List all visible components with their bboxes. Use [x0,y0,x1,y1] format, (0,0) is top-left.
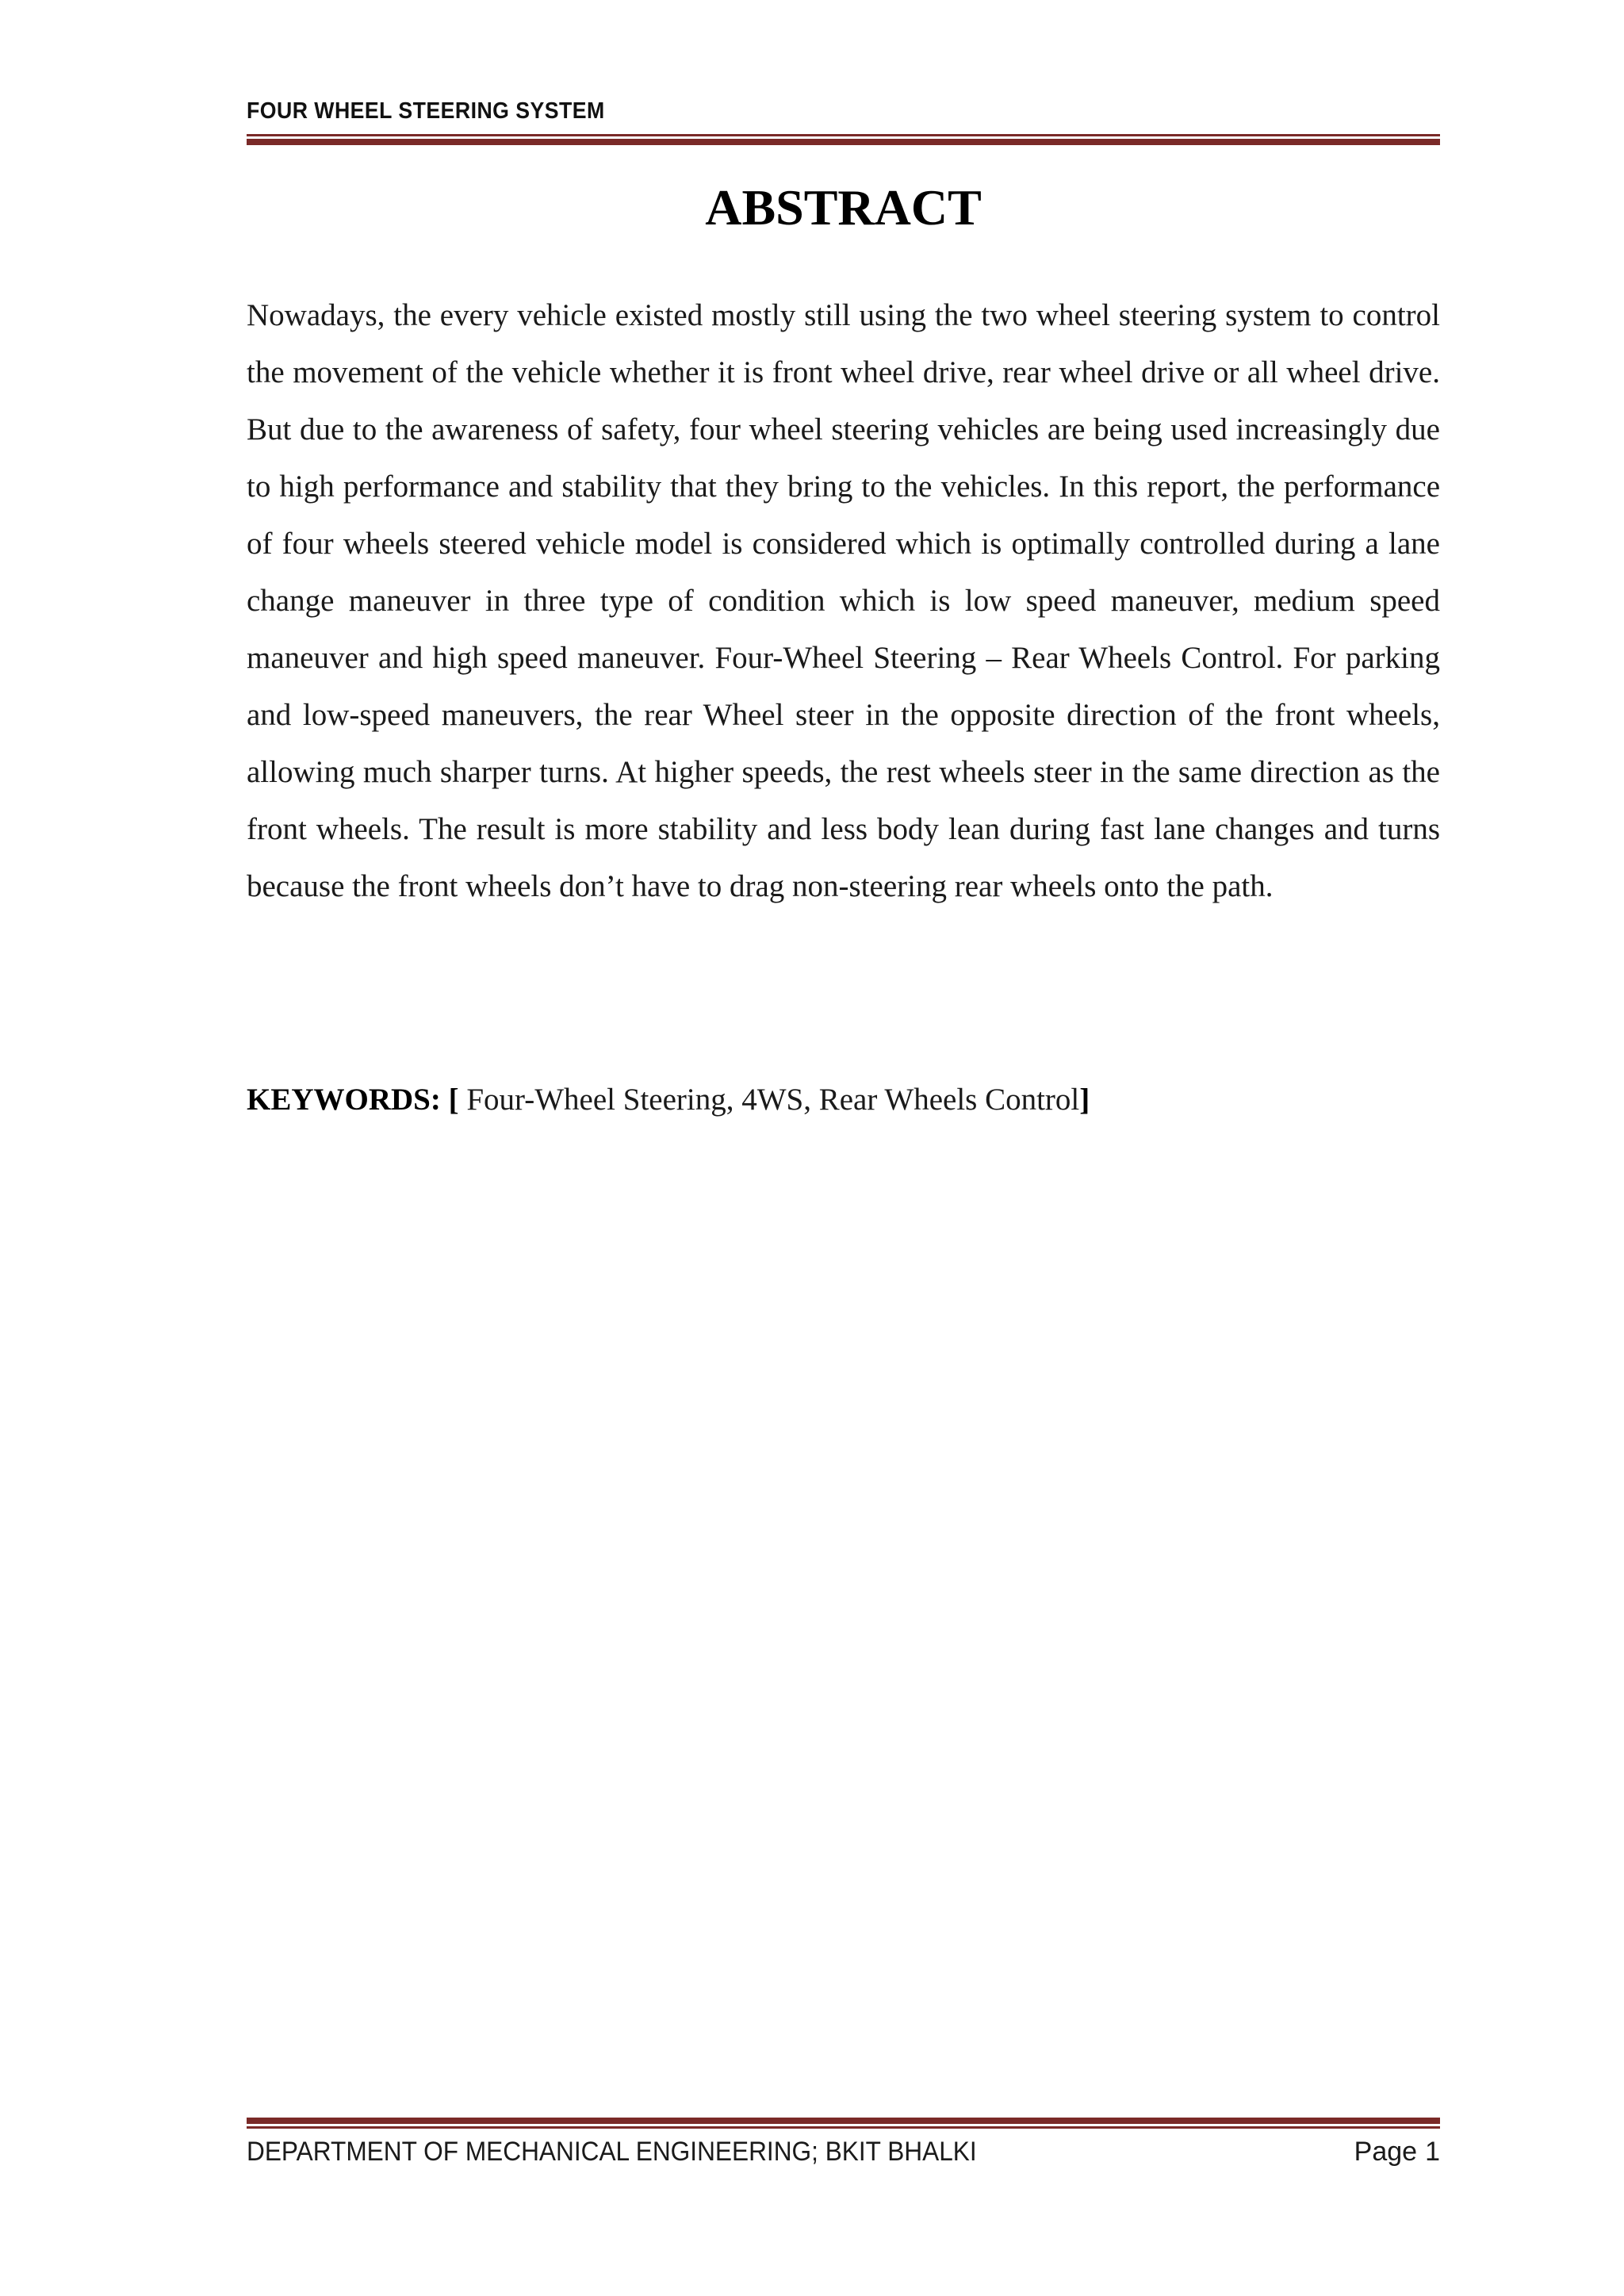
keywords-open-bracket: [ [448,1083,459,1117]
keywords-close-bracket: ] [1079,1083,1090,1117]
footer-rule [247,2118,1440,2129]
footer-rule-thick-line [247,2118,1440,2124]
footer-page-number [1354,2137,1440,2168]
abstract-body-text: Nowadays, the every vehicle existed mostly still using the two wheel steering system to control the movement of the vehicle whether it is front wheel drive, rear wheel drive or all wheel drive. But due to the awareness of safety, four wheel steering vehicles are being used increasingly due to high performance and stability that they bring to the vehicles. In this report, the performance of four wheels steered vehicle model is considered which is optimally controlled during a lane change maneuver in three type of condition which is low speed maneuver, medium speed maneuver and high speed maneuver. Four-Wheel Steering – Rear Wheels Control. For parking and low-speed maneuvers, the rear Wheel steer in the opposite direction of the front wheels, allowing much sharper turns. At higher speeds, the rest wheels steer in the same direction as the front wheels. The result is more stability and less body lean during fast lane changes and turns because the front wheels don’t have to drag non-steering rear wheels onto the path. [247,298,1440,903]
footer-rule-thin-line [247,2126,1440,2129]
keywords-text: Four-Wheel Steering, 4WS, Rear Wheels Control [458,1083,1080,1117]
abstract-title: ABSTRACT [705,179,982,236]
header-rule [247,134,1440,145]
running-header-title: FOUR WHEEL STEERING SYSTEM [247,98,605,124]
page-label: Page [1354,2137,1418,2167]
keywords-line [247,1080,1440,1120]
page-footer [247,2137,1440,2168]
keywords-label: KEYWORDS: [247,1083,441,1117]
page-number-value: 1 [1425,2137,1440,2167]
footer-department: DEPARTMENT OF MECHANICAL ENGINEERING; BKIT BHALKI [247,2137,977,2167]
header-rule-thick-line [247,139,1440,145]
